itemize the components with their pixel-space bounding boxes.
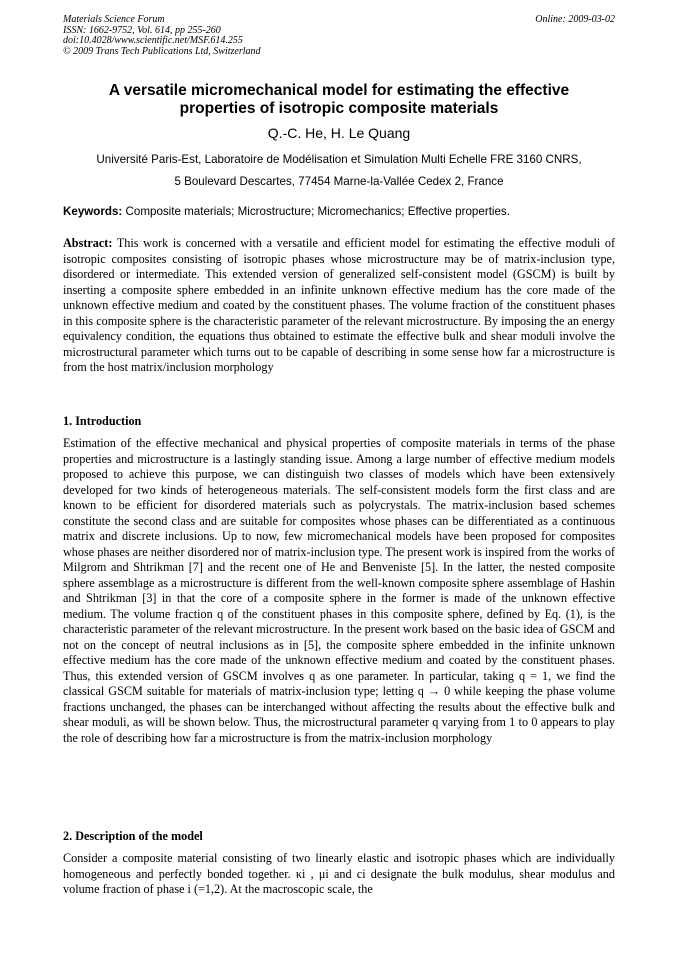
- paper-title: [63, 82, 615, 118]
- keywords: [63, 204, 615, 220]
- affiliation: [63, 149, 615, 193]
- affiliation-line-1: Université Paris-Est, Laboratoire de Modélisation et Simulation Multi Echelle FRE 3160 CNRS,: [96, 153, 582, 166]
- abstract-text: This work is concerned with a versatile and efficient model for estimating the effective moduli of isotropic composites consisting of isotropic phases whose microstructure may be of matrix-inclusion type, disordered or intermediate. This extended version of generalized self-consistent model (GSCM) is built by inserting a composite sphere embedded in an infinite unknown effective medium has the core made of the unknown effective medium and coated by the constituent phases. The volume fraction of the constituent phases in this composite sphere is the characteristic parameter of the relevant microstructure. By imposing the an energy equivalency condition, the equations thus obtained to estimate the effective bulk and shear moduli involve the microstructural parameter which turns out to be capable of describing in some sense how far a microstructure is from the host matrix/inclusion morphology: [63, 236, 616, 374]
- online-date: Online: 2009-03-02: [535, 14, 615, 25]
- section-heading-introduction: 1. Introduction: [63, 414, 142, 428]
- keywords-text: Composite materials; Microstructure; Micromechanics; Effective properties.: [125, 205, 510, 218]
- authors: Q.-C. He, H. Le Quang: [267, 125, 411, 141]
- keywords-label: Keywords:: [63, 205, 123, 218]
- title-line-1: A versatile micromechanical model for estimating the effective: [108, 82, 570, 99]
- model-paragraph: Consider a composite material consisting of two linearly elastic and isotropic phases which are individually homogeneous and perfectly bonded together. κi , μi and ci designate the bulk modulus, shear modulus and volume fraction of phase i (=1,2). At the macroscopic scale, the: [63, 851, 615, 896]
- introduction-paragraph: Estimation of the effective mechanical and physical properties of composite materials in terms of the phase properties and microstructure is a lastingly standing issue. Among a large number of effective medium models proposed to achieve this purpose, we can distinguish two classes of models which have been extensively developed for two kinds of heterogeneous materials. The self-consistent models form the first class and are known to be efficient for disordered materials such as polycrystals. The matrix-inclusion based schemes constitute the second class and are suitable for composites whose phases can be differentiated as a continuous matrix and discrete inclusions. Up to now, few micromechanical models have been proposed for composites whose phases are neither disordered nor of matrix-inclusion type. The present work is inspired from the works of Milgrom and Shtrikman [7] and the recent one of He and Benveniste [5]. In the latter, the nested composite sphere assemblage as a microstructure is different from the well-known composite sphere assemblage of Hashin and Shtrikman [3] in that the core of a composite sphere in the former is made of the unknown effective medium. The volume fraction q of the constituent phases in this composite sphere, defined by Eq. (1), is the characteristic parameter of the relevant microstructure. In the present work based on the basic idea of GSCM and not on the concept of neutral inclusions as in [5], the composite sphere embedded in the infinite unknown effective medium has the core made of the unknown effective medium and coated by the constituent phases. Thus, this extended version of GSCM involves q as one parameter. In particular, taking q = 1, we find the classical GSCM suitable for materials of matrix-inclusion type; letting q → 0 while keeping the phase volume fractions unchanged, the phases can be interchanged without affecting the results about the effective bulk and shear moduli, as will be shown below. Thus, the microstructural parameter q varying from 1 to 0 appears to play the role of describing how far a microstructure is from the matrix-inclusion morphology: [63, 436, 615, 745]
- publication-header: [63, 15, 615, 57]
- journal-name: Materials Science Forum: [63, 14, 165, 25]
- issn-line: ISSN: 1662-9752, Vol. 614, pp 255-260: [63, 24, 221, 36]
- abstract: [63, 236, 615, 376]
- abstract-label: Abstract:: [63, 236, 113, 250]
- title-line-2: properties of isotropic composite materials: [179, 100, 499, 117]
- doi-line: doi:10.4028/www.scientific.net/MSF.614.255: [63, 35, 243, 46]
- affiliation-line-2: 5 Boulevard Descartes, 77454 Marne-la-Vallée Cedex 2, France: [174, 175, 504, 188]
- section-heading-model: 2. Description of the model: [63, 829, 203, 843]
- copyright-line: © 2009 Trans Tech Publications Ltd, Switzerland: [63, 45, 261, 57]
